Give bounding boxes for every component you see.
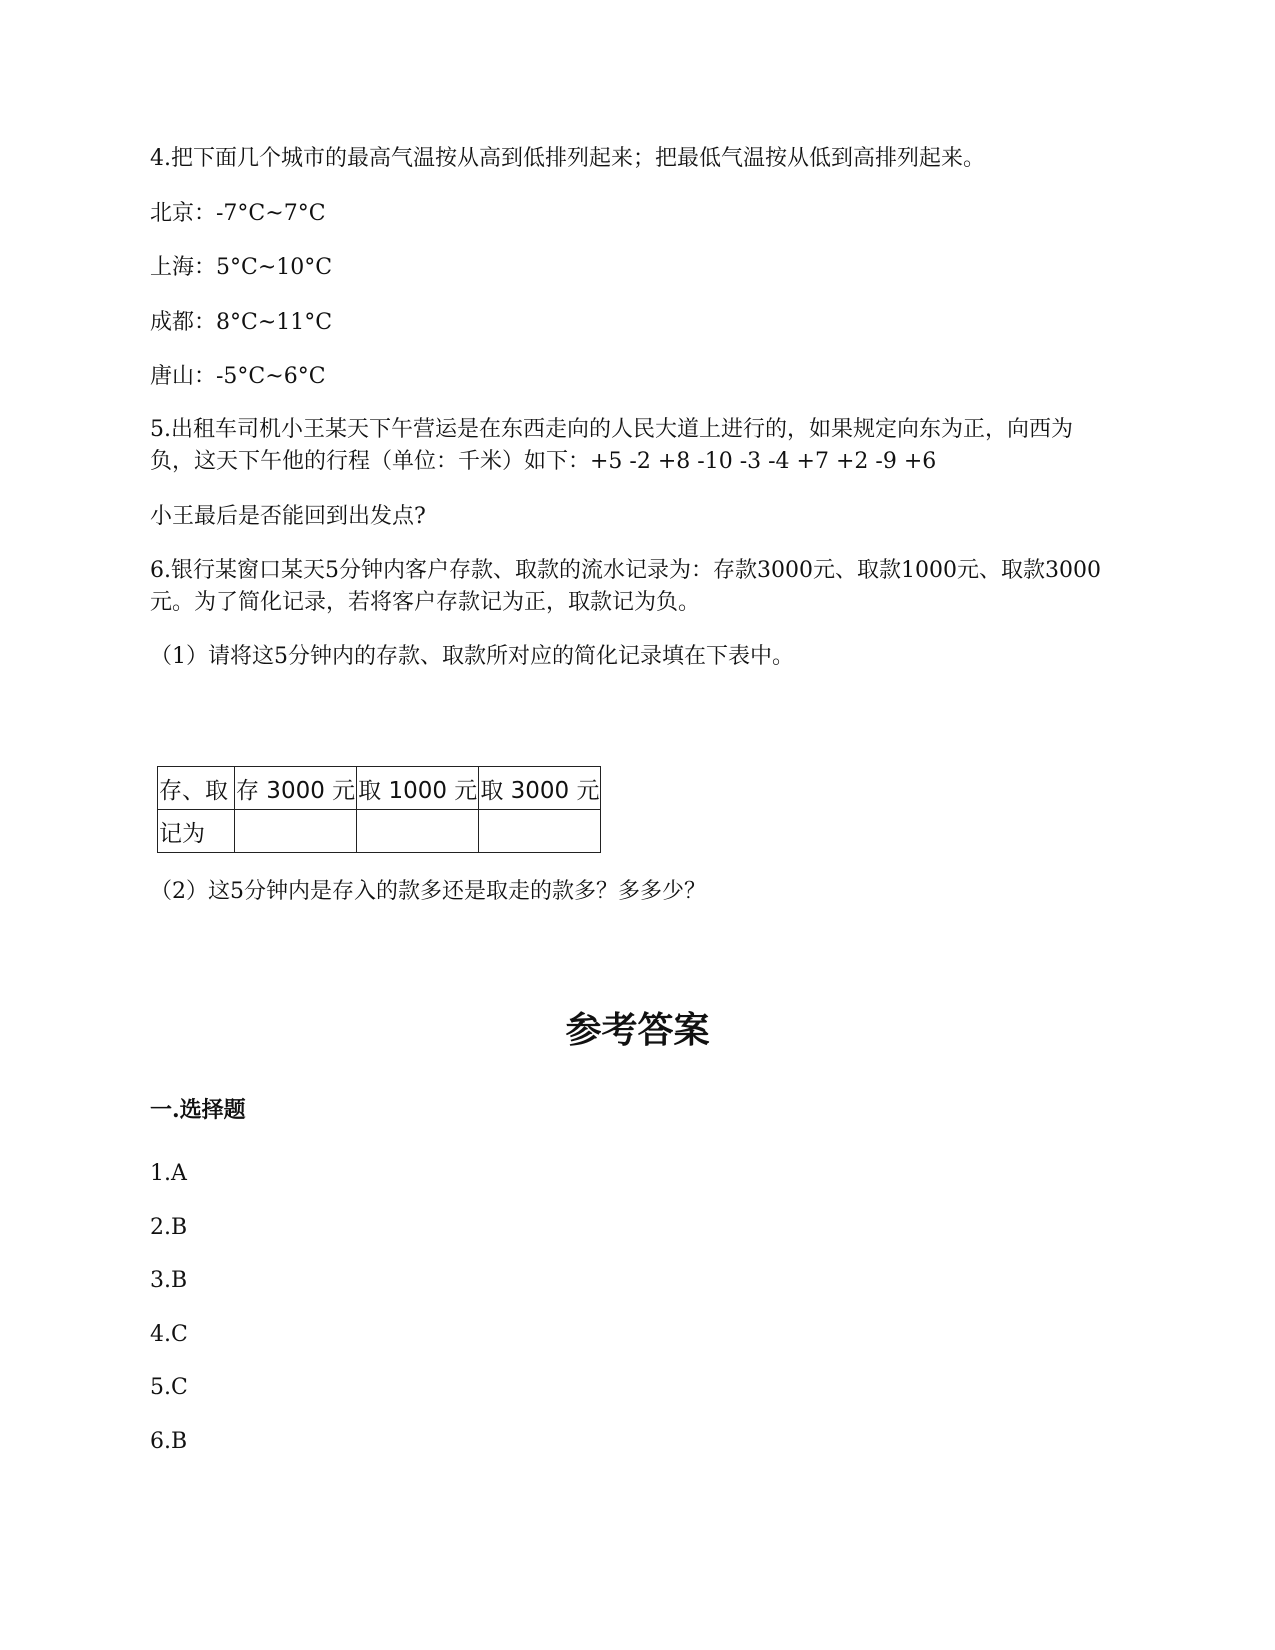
question-6-text: 6.银行某窗口某天5分钟内客户存款、取款的流水记录为：存款3000元、取款1000元、取款3000元。为了简化记录，若将客户存款记为正，取款记为负。 [150,558,1101,615]
list-item: 6.B [150,1428,188,1454]
table-row [158,767,601,810]
table-cell [357,810,479,853]
city-shanghai: 上海：5°C~10°C [150,255,333,280]
question-5-text: 5.出租车司机小王某天下午营运是在东西走向的人民大道上进行的，如果规定向东为正，向西为负，这天下午他的行程（单位：千米）如下：+5 -2 +8 -10 -3 -4 +7 +2 -9 +6 [150,417,1073,474]
section-heading: 一.选择题 [150,1097,246,1123]
table-row [158,810,601,853]
table-cell [235,810,357,853]
question-6-part-1: （1）请将这5分钟内的存款、取款所对应的简化记录填在下表中。 [150,644,794,669]
question-5-prompt: 小王最后是否能回到出发点? [150,504,426,529]
city-chengdu: 成都：8°C~11°C [150,310,333,335]
table-header-cell: 取 3000 元 [479,767,601,810]
question-4-text: 4.把下面几个城市的最高气温按从高到低排列起来；把最低气温按从低到高排列起来。 [150,146,985,171]
record-table-wrapper [157,766,601,853]
table-header-cell: 取 1000 元 [357,767,479,810]
table-cell [479,810,601,853]
list-item: 2.B [150,1214,188,1240]
table-header-cell: 存 3000 元 [235,767,357,810]
table-row-label: 记为 [158,810,235,853]
record-table [157,766,601,853]
list-item: 1.A [150,1161,187,1186]
list-item: 5.C [150,1375,188,1400]
answer-list [150,1158,188,1479]
city-beijing: 北京：-7°C~7°C [150,201,326,226]
question-6-part-2: （2）这5分钟内是存入的款多还是取走的款多？多多少？ [150,879,706,904]
table-header-cell: 存、取 [158,767,235,810]
list-item: 4.C [150,1321,188,1347]
list-item: 3.B [150,1268,188,1293]
city-tangshan: 唐山：-5°C~6°C [150,364,326,389]
answer-key-title: 参考答案 [565,1009,710,1051]
